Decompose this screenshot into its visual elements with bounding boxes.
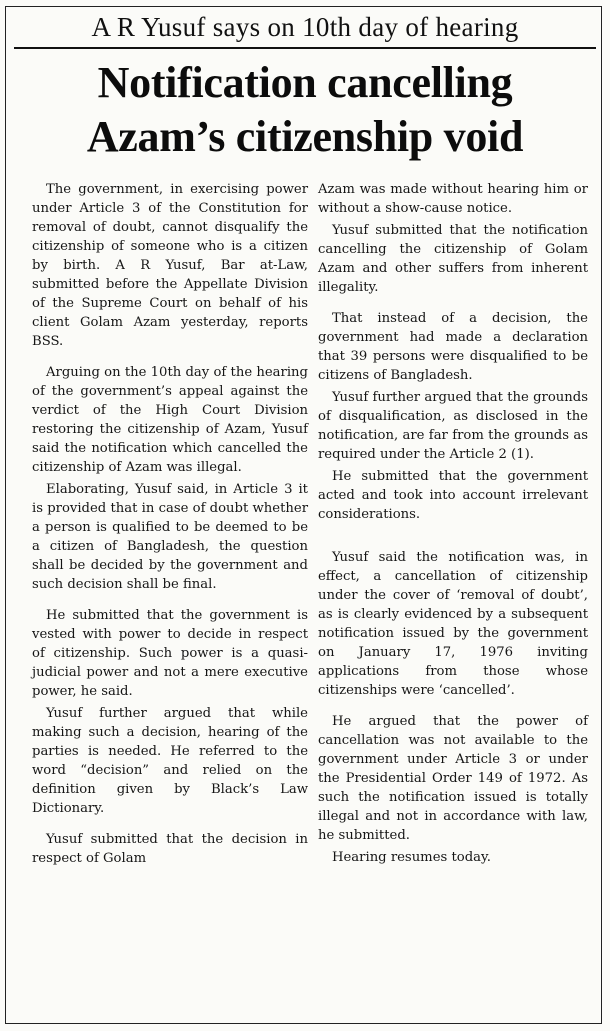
paragraph-left-6: Yusuf submitted that the decision in respect of Golam <box>32 832 308 866</box>
paragraph-right-1: Azam was made without hearing him or without a show-cause notice. <box>318 182 588 216</box>
paragraph-right-4: Yusuf further argued that the grounds of disqualification, as disclosed in the notification, are far from the grounds as required under the Article 2 (1). <box>318 390 588 462</box>
paragraph-right-7: He argued that the power of cancellation was not available to the government under Article 3 or under the Presidential Order 149 of 1972. As such the notification issued is totally illegal and not in accordance with law, he submitted. <box>318 714 588 843</box>
paragraph-right-8: Hearing resumes today. <box>332 850 491 865</box>
paragraph-right-2: Yusuf submitted that the notification cancelling the citizenship of Golam Azam and other suffers from inherent illegality. <box>318 223 588 295</box>
right-column <box>318 180 588 867</box>
paragraph-left-5: Yusuf further argued that while making such a decision, hearing of the parties is needed. He referred to the word “decision” and relied on the definition given by Black’s Law Dictionary. <box>32 706 308 816</box>
article-headline <box>0 56 610 164</box>
paragraph-left-4: He submitted that the government is vested with power to decide in respect of citizenship. Such power is a quasi-judicial power and not a mere executive power, he said. <box>32 608 308 699</box>
paragraph-right-6: Yusuf said the notification was, in effect, a cancellation of citizenship under the cover of ‘removal of doubt’, as is clearly evidenced by a subsequent notification issued by the government on January 17, 1976 inviting applications from those whose citizenships were ‘cancelled’. <box>318 550 588 698</box>
headline-line-1: Notification cancelling <box>97 58 513 107</box>
kicker-rule <box>14 47 596 49</box>
paragraph-left-1: The government, in exercising power under Article 3 of the Constitution for removal of doubt, cannot disqualify the citizenship of someone who is a citizen by birth. A R Yusuf, Bar at-Law, submitted before the Appellate Division of the Supreme Court on behalf of his client Golam Azam yesterday, reports BSS. <box>32 182 308 349</box>
paragraph-right-3: That instead of a decision, the government had made a declaration that 39 persons were disqualified to be citizens of Bangladesh. <box>318 311 588 383</box>
paragraph-left-2: Arguing on the 10th day of the hearing of the government’s appeal against the verdict of the High Court Division restoring the citizenship of Azam, Yusuf said the notification which cancelled the citizenship of Azam was illegal. <box>32 365 308 475</box>
paragraph-left-3: Elaborating, Yusuf said, in Article 3 it is provided that in case of doubt whether a person is qualified to be deemed to be a citizen of Bangladesh, the question shall be decided by the government and such decision shall be final. <box>32 482 308 592</box>
paragraph-right-5: He submitted that the government acted and took into account irrelevant considerations. <box>318 469 588 522</box>
headline-line-2: Azam’s citizenship void <box>86 112 524 161</box>
article-kicker: A R Yusuf says on 10th day of hearing <box>91 12 519 42</box>
left-column <box>32 180 308 868</box>
